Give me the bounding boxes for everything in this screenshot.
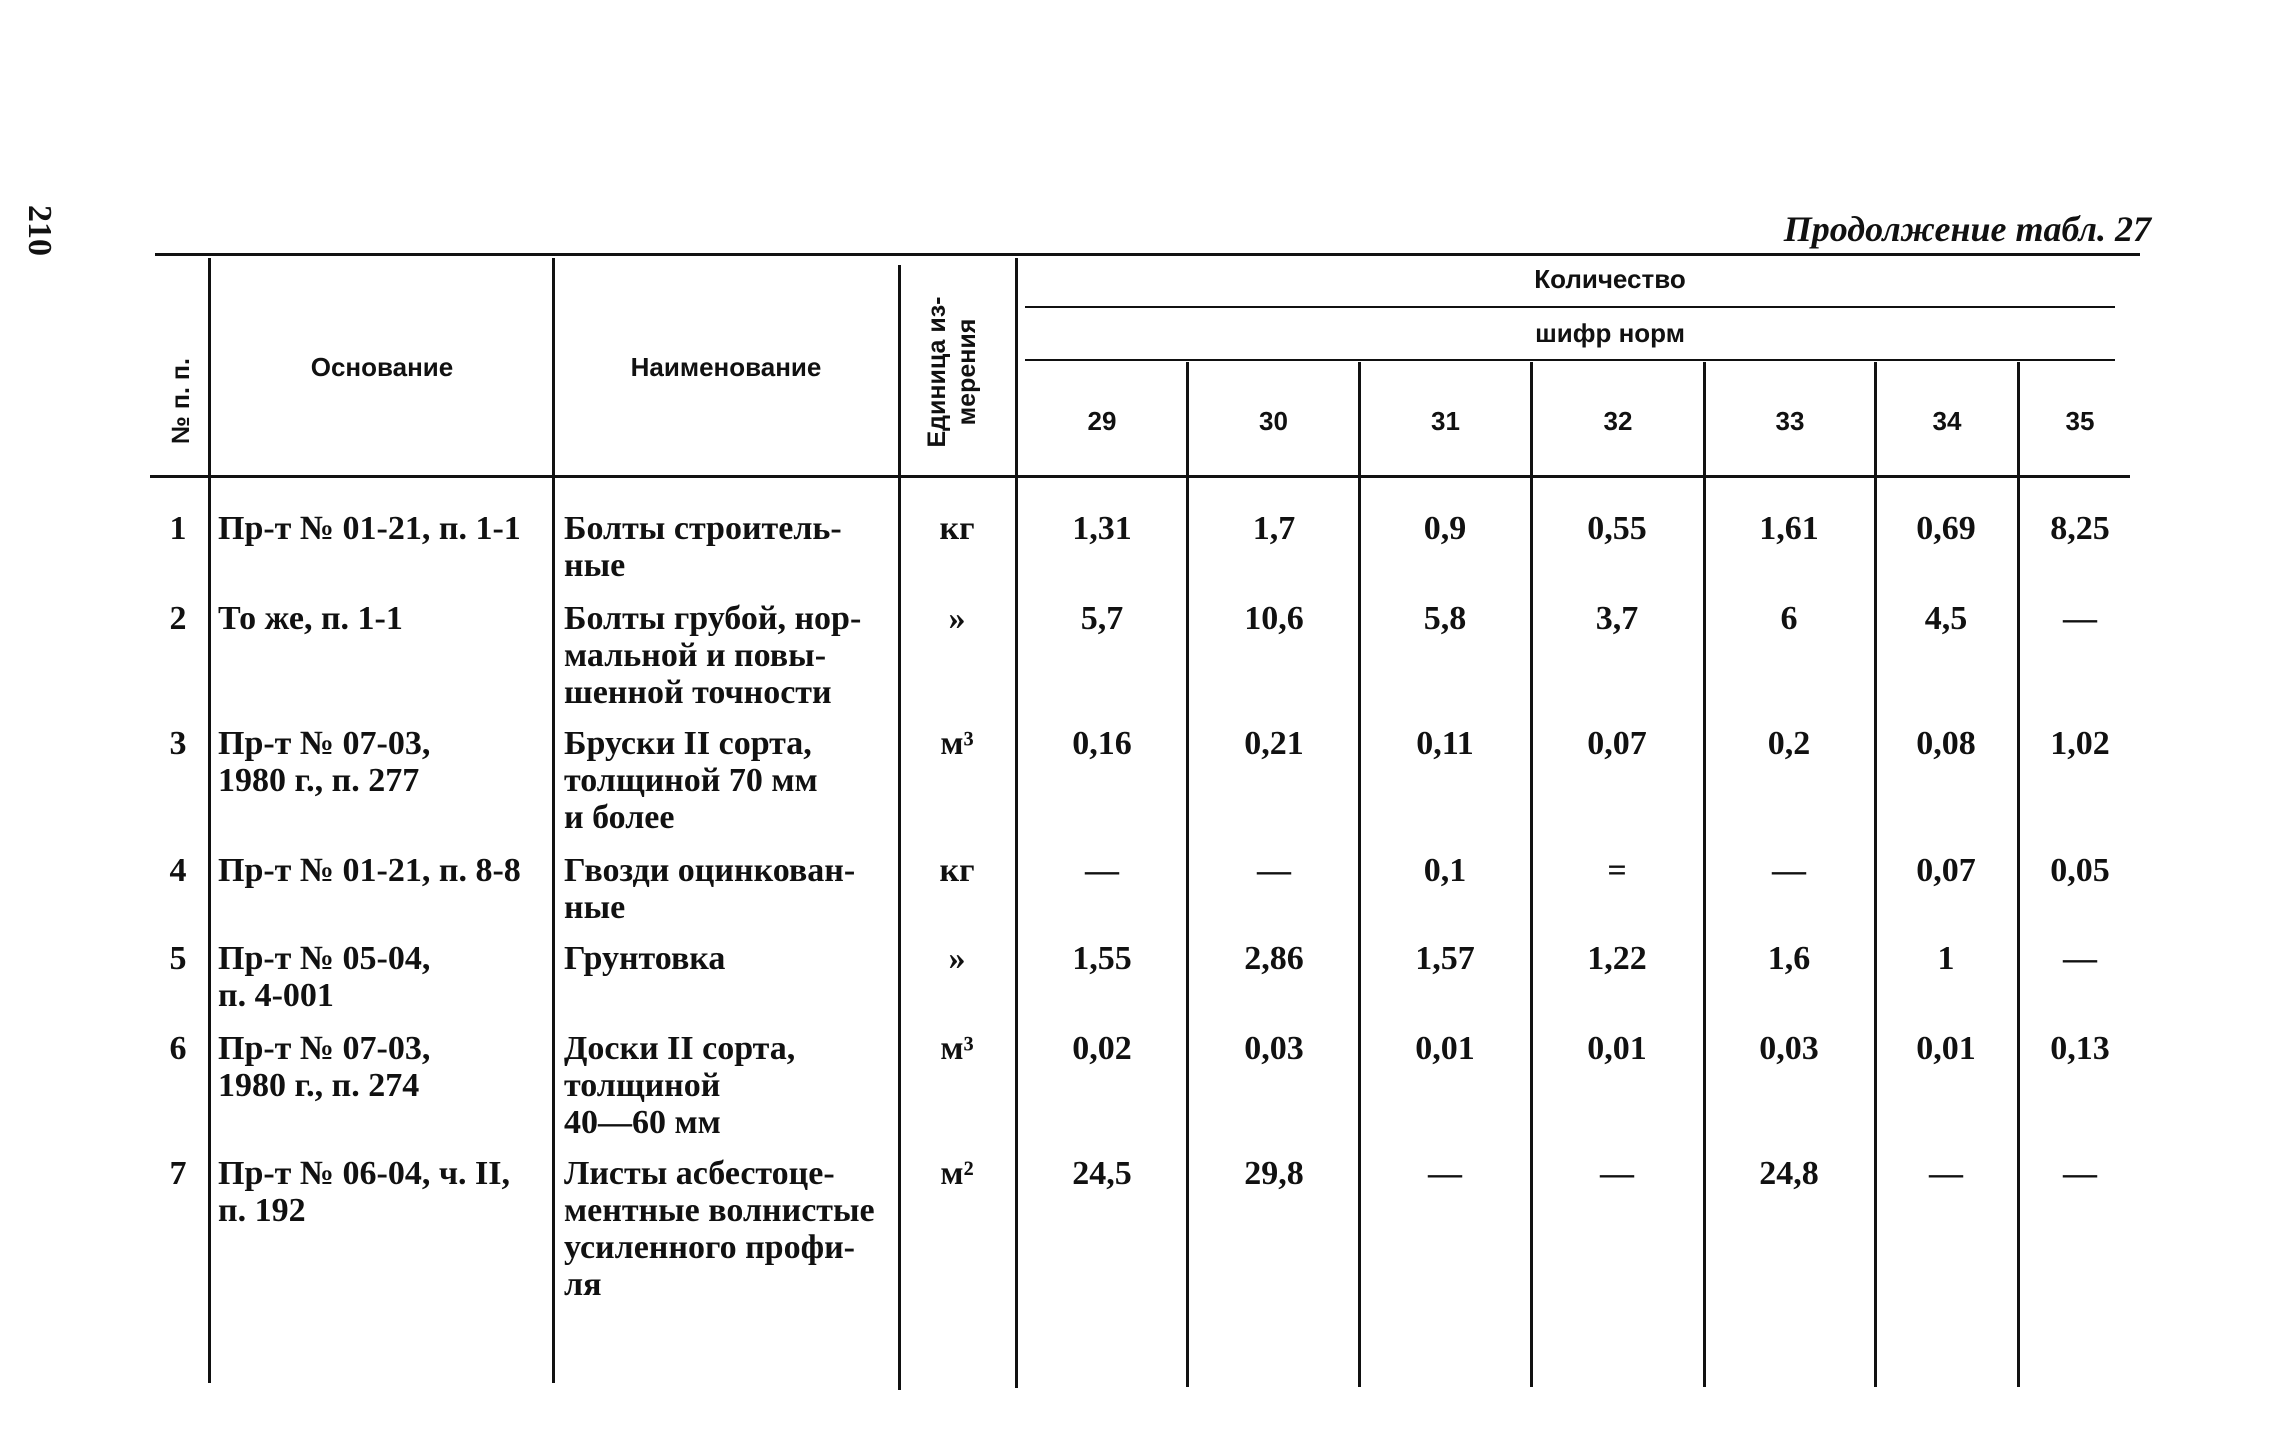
row-number: 4	[169, 852, 187, 889]
row-value-33: 1,61	[1759, 510, 1819, 547]
row-value-31: 0,01	[1415, 1030, 1475, 1067]
row-value-32: 0,01	[1587, 1030, 1647, 1067]
header-basis: Основание	[310, 352, 454, 382]
row-value-32: 3,7	[1595, 600, 1639, 637]
row-name-line: толщиной 70 мм	[564, 762, 818, 799]
row-basis	[218, 510, 521, 547]
row-value-32: —	[1600, 1155, 1634, 1192]
row-basis-line: То же, п. 1-1	[218, 600, 403, 637]
row-unit: м²	[940, 1155, 974, 1192]
row-value-34: 1	[1937, 940, 1955, 977]
row-basis-line: Пр-т № 01-21, п. 1-1	[218, 510, 521, 547]
row-value-29: 1,31	[1072, 510, 1132, 547]
row-value-34: 0,07	[1916, 852, 1976, 889]
row-name	[564, 600, 861, 711]
row-basis	[218, 725, 430, 799]
row-value-30: 10,6	[1244, 600, 1304, 637]
header-name: Наименование	[630, 352, 822, 382]
row-basis-line: 1980 г., п. 277	[218, 762, 420, 799]
row-name	[564, 1155, 875, 1303]
col-divider-31	[1530, 362, 1533, 1387]
row-basis-line: Пр-т № 07-03,	[218, 1030, 431, 1067]
row-value-33: 24,8	[1759, 1155, 1819, 1192]
row-name-line: Бруски II сорта,	[564, 725, 812, 762]
row-basis	[218, 600, 403, 637]
row-basis-line: Пр-т № 07-03,	[218, 725, 431, 762]
row-basis-line: п. 4-001	[218, 977, 334, 1014]
row-name-line: шенной точности	[564, 674, 832, 711]
table-top-rule	[155, 253, 2140, 256]
row-basis	[218, 1155, 510, 1229]
row-value-33: 6	[1780, 600, 1798, 637]
row-name-line: усиленного профи-	[564, 1229, 856, 1266]
row-number: 5	[169, 940, 187, 977]
row-name-line: и более	[564, 799, 675, 836]
header-code-29: 29	[1087, 406, 1117, 436]
row-value-33: —	[1772, 852, 1806, 889]
header-bottom-rule	[150, 475, 2130, 478]
row-basis-line: Пр-т № 05-04,	[218, 940, 431, 977]
header-num: № п. п.	[167, 358, 195, 444]
row-basis	[218, 1030, 430, 1104]
row-value-30: 0,03	[1244, 1030, 1304, 1067]
row-name-line: ные	[564, 889, 626, 926]
row-basis-line: 1980 г., п. 274	[218, 1067, 420, 1104]
row-value-34: —	[1929, 1155, 1963, 1192]
header-code-31: 31	[1431, 406, 1460, 436]
row-name	[564, 510, 842, 584]
col-divider-basis	[552, 258, 555, 1383]
row-value-31: 0,11	[1416, 725, 1474, 762]
row-unit: »	[948, 940, 966, 977]
row-name	[564, 940, 725, 977]
row-basis	[218, 940, 430, 1014]
col-divider-32	[1703, 362, 1706, 1387]
row-value-34: 0,08	[1916, 725, 1976, 762]
row-name-line: Болты грубой, нор-	[564, 600, 862, 637]
row-value-29: 5,7	[1080, 600, 1124, 637]
row-name-line: ля	[564, 1266, 602, 1303]
row-unit: м³	[940, 725, 974, 762]
row-number: 2	[169, 600, 187, 637]
row-value-34: 0,69	[1916, 510, 1976, 547]
header-unit	[922, 282, 982, 462]
row-value-29: 24,5	[1072, 1155, 1132, 1192]
row-value-34: 4,5	[1924, 600, 1968, 637]
row-value-29: 0,16	[1072, 725, 1132, 762]
page-number: 210	[21, 205, 58, 256]
row-unit: кг	[939, 510, 975, 547]
header-code: шифр норм	[1535, 318, 1685, 348]
row-value-32: 0,55	[1587, 510, 1647, 547]
code-rule	[1025, 359, 2115, 361]
row-basis-line: п. 192	[218, 1192, 306, 1229]
header-code-34: 34	[1932, 406, 1962, 436]
row-basis	[218, 852, 521, 889]
row-name	[564, 852, 855, 926]
row-value-30: 1,7	[1252, 510, 1296, 547]
row-name	[564, 1030, 795, 1141]
row-number: 7	[169, 1155, 187, 1192]
row-value-31: 1,57	[1415, 940, 1475, 977]
header-code-32: 32	[1603, 406, 1633, 436]
row-value-35: 8,25	[2050, 510, 2110, 547]
row-unit: »	[948, 600, 966, 637]
row-value-31: 0,1	[1423, 852, 1467, 889]
row-value-31: 0,9	[1423, 510, 1467, 547]
row-value-33: 0,2	[1767, 725, 1811, 762]
row-name-line: Доски II сорта,	[564, 1030, 796, 1067]
header-unit-line1: Единица из-	[923, 296, 951, 448]
header-code-35: 35	[2065, 406, 2095, 436]
col-divider-30	[1358, 362, 1361, 1387]
row-name	[564, 725, 818, 836]
header-code-30: 30	[1259, 406, 1288, 436]
row-value-29: 1,55	[1072, 940, 1132, 977]
col-divider-29	[1186, 362, 1189, 1387]
header-quantity: Количество	[1534, 264, 1686, 294]
row-name-line: Грунтовка	[564, 940, 726, 977]
header-code-33: 33	[1775, 406, 1805, 436]
row-value-35: 0,05	[2050, 852, 2110, 889]
row-name-line: 40—60 мм	[564, 1104, 721, 1141]
row-value-35: —	[2063, 1155, 2097, 1192]
row-number: 3	[169, 725, 187, 762]
row-value-33: 1,6	[1767, 940, 1811, 977]
row-basis-line: Пр-т № 01-21, п. 8-8	[218, 852, 521, 889]
row-value-32: 1,22	[1587, 940, 1647, 977]
row-value-33: 0,03	[1759, 1030, 1819, 1067]
row-basis-line: Пр-т № 06-04, ч. II,	[218, 1155, 511, 1192]
quantity-rule	[1025, 306, 2115, 308]
row-value-29: 0,02	[1072, 1030, 1132, 1067]
row-value-34: 0,01	[1916, 1030, 1976, 1067]
row-value-30: 0,21	[1244, 725, 1304, 762]
header-unit-line2: мерения	[953, 318, 981, 426]
row-value-30: —	[1257, 852, 1291, 889]
row-value-30: 29,8	[1244, 1155, 1304, 1192]
row-name-line: толщиной	[564, 1067, 721, 1104]
row-name-line: мальной и повы-	[564, 637, 827, 674]
row-name-line: Листы асбестоце-	[564, 1155, 835, 1192]
row-value-35: 1,02	[2050, 725, 2110, 762]
row-number: 6	[169, 1030, 187, 1067]
row-value-31: 5,8	[1423, 600, 1467, 637]
row-value-35: —	[2063, 600, 2097, 637]
row-value-35: —	[2063, 940, 2097, 977]
row-value-32: 0,07	[1587, 725, 1647, 762]
row-value-30: 2,86	[1244, 940, 1304, 977]
row-unit: м³	[940, 1030, 974, 1067]
row-name-line: Гвозди оцинкован-	[564, 852, 856, 889]
row-name-line: ментные волнистые	[564, 1192, 875, 1229]
row-number: 1	[169, 510, 187, 547]
col-divider-num	[208, 258, 211, 1383]
row-unit: кг	[939, 852, 975, 889]
table-caption: Продолжение табл. 27	[1783, 209, 2151, 249]
row-value-32: =	[1607, 852, 1627, 889]
row-value-31: —	[1428, 1155, 1462, 1192]
row-value-29: —	[1085, 852, 1119, 889]
row-name-line: Болты строитель-	[564, 510, 842, 547]
row-value-35: 0,13	[2050, 1030, 2110, 1067]
col-divider-name	[898, 265, 901, 1390]
row-name-line: ные	[564, 547, 626, 584]
